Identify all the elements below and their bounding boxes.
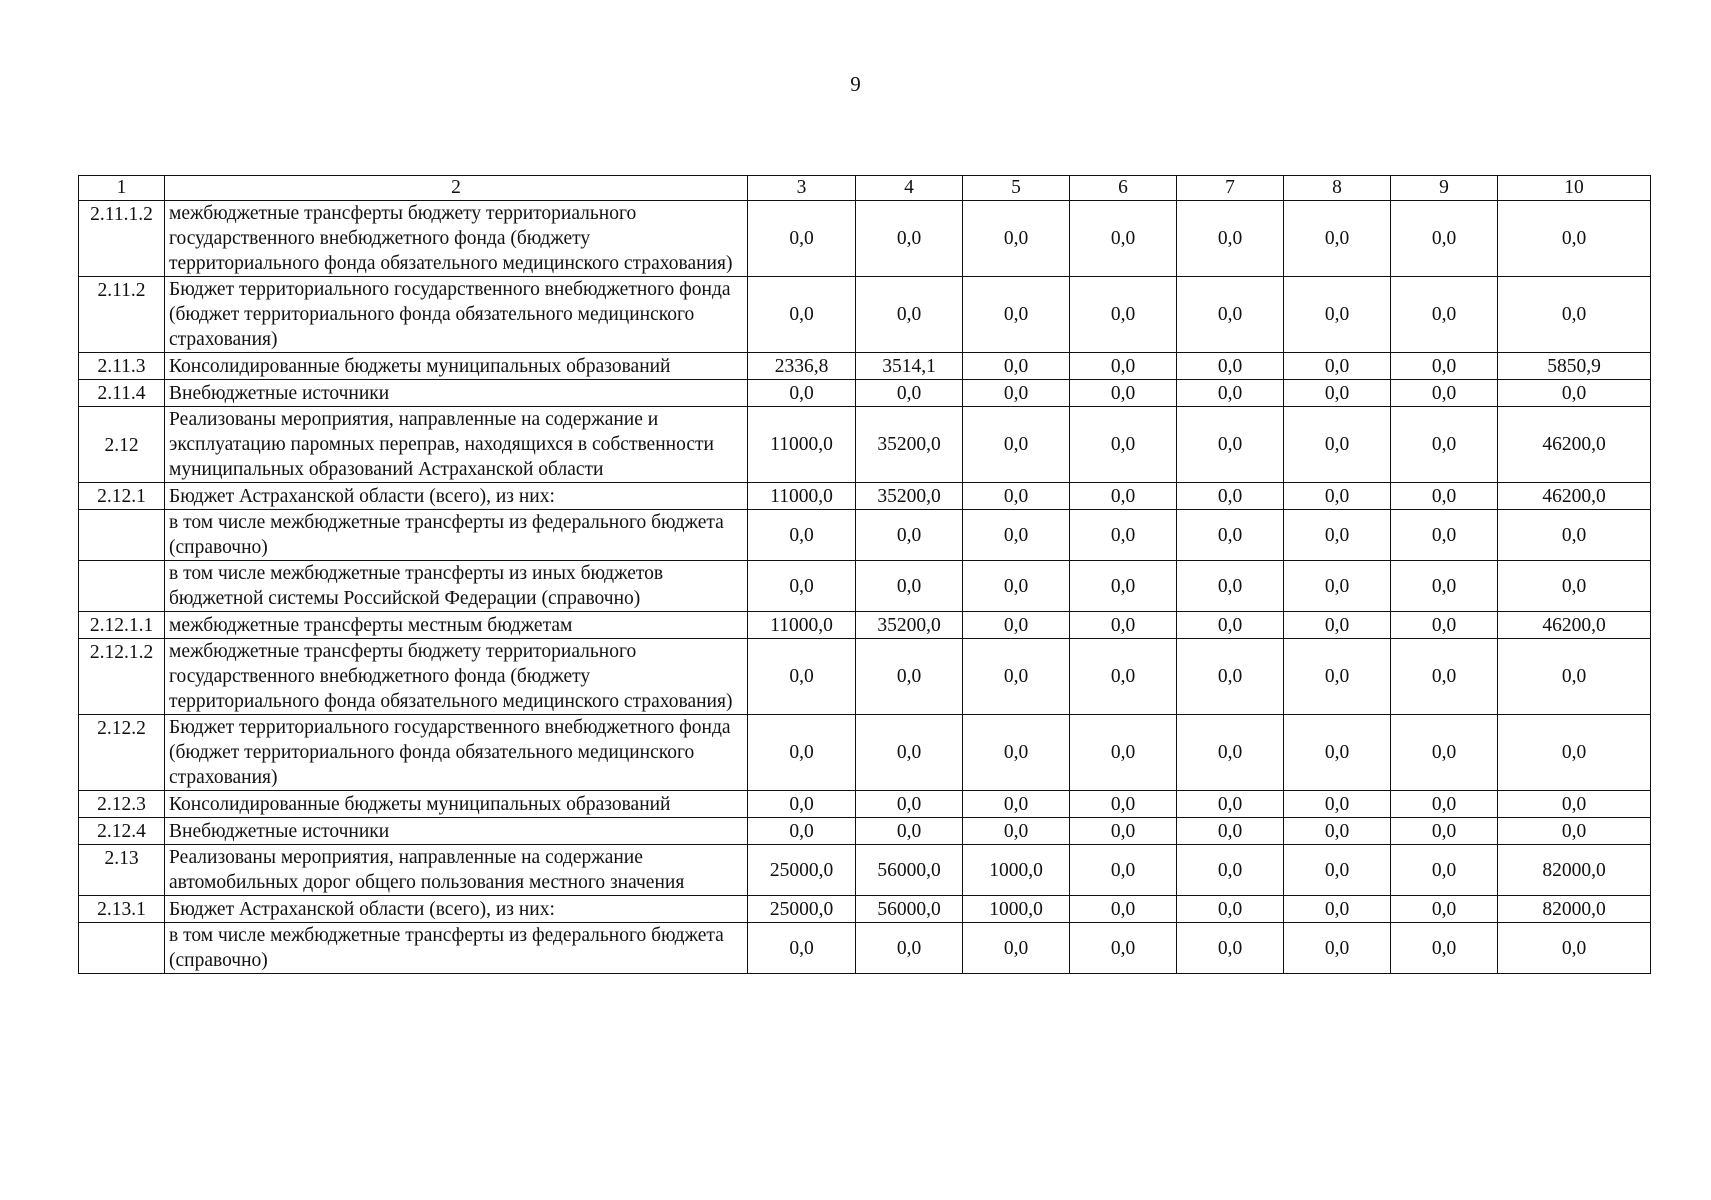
value-cell: 0,0 [748,715,856,791]
value-cell: 0,0 [963,612,1070,639]
table-row [79,277,1651,353]
row-code [79,923,165,974]
row-code: 2.12.3 [79,791,165,818]
value-cell: 0,0 [1177,510,1284,561]
value-cell: 0,0 [748,923,856,974]
value-cell: 0,0 [1070,353,1177,380]
value-cell: 0,0 [1284,380,1391,407]
value-cell: 0,0 [1498,715,1651,791]
value-cell: 0,0 [856,791,963,818]
value-cell: 0,0 [1177,380,1284,407]
table-row [79,923,1651,974]
row-code: 2.12.1 [79,483,165,510]
table-row [79,818,1651,845]
page-number: 9 [850,72,861,96]
row-name: Реализованы мероприятия, направленные на содержание и эксплуатацию паромных переправ, находящихся в собственности муниципальных образований Астраханской области [165,407,748,483]
value-cell: 0,0 [1498,380,1651,407]
row-code: 2.11.1.2 [79,201,165,277]
value-cell: 0,0 [1070,818,1177,845]
value-cell: 0,0 [1177,896,1284,923]
value-cell: 0,0 [1177,639,1284,715]
value-cell: 0,0 [748,818,856,845]
value-cell: 0,0 [963,715,1070,791]
value-cell: 0,0 [1284,818,1391,845]
row-code: 2.12 [79,407,165,483]
value-cell: 0,0 [1391,353,1498,380]
value-cell: 0,0 [1177,715,1284,791]
value-cell: 0,0 [1284,923,1391,974]
column-header: 5 [963,176,1070,201]
value-cell: 11000,0 [748,612,856,639]
row-name: межбюджетные трансферты бюджету территориального государственного внебюджетного фонда (бюджету территориального фонда обязательного медицинского страхования) [165,201,748,277]
row-name: Консолидированные бюджеты муниципальных образований [165,791,748,818]
value-cell: 0,0 [856,201,963,277]
column-header: 9 [1391,176,1498,201]
row-name: Внебюджетные источники [165,380,748,407]
value-cell: 0,0 [748,277,856,353]
value-cell: 0,0 [1391,612,1498,639]
value-cell: 0,0 [856,510,963,561]
value-cell: 0,0 [1391,639,1498,715]
row-code: 2.12.1.2 [79,639,165,715]
value-cell: 0,0 [856,715,963,791]
row-name: Бюджет территориального государственного внебюджетного фонда (бюджет территориального фонда обязательного медицинского страхования) [165,715,748,791]
row-code: 2.12.1.1 [79,612,165,639]
column-header: 10 [1498,176,1651,201]
table-row [79,612,1651,639]
value-cell: 0,0 [1070,561,1177,612]
value-cell: 0,0 [1498,277,1651,353]
value-cell: 0,0 [1070,407,1177,483]
value-cell: 0,0 [963,818,1070,845]
value-cell: 0,0 [1498,923,1651,974]
column-header: 8 [1284,176,1391,201]
value-cell: 0,0 [748,561,856,612]
value-cell: 0,0 [963,380,1070,407]
column-header: 4 [856,176,963,201]
value-cell: 5850,9 [1498,353,1651,380]
value-cell: 0,0 [1284,510,1391,561]
table-row [79,845,1651,896]
table-row [79,791,1651,818]
row-name: Консолидированные бюджеты муниципальных образований [165,353,748,380]
value-cell: 0,0 [1070,380,1177,407]
value-cell: 56000,0 [856,896,963,923]
value-cell: 35200,0 [856,612,963,639]
value-cell: 0,0 [1391,896,1498,923]
value-cell: 0,0 [1070,612,1177,639]
value-cell: 0,0 [856,639,963,715]
value-cell: 0,0 [963,277,1070,353]
value-cell: 0,0 [1070,277,1177,353]
value-cell: 0,0 [1391,845,1498,896]
value-cell: 0,0 [1177,845,1284,896]
value-cell: 0,0 [1177,353,1284,380]
value-cell: 0,0 [1177,277,1284,353]
table-row [79,715,1651,791]
value-cell: 0,0 [1391,510,1498,561]
value-cell: 0,0 [963,923,1070,974]
column-header: 1 [79,176,165,201]
value-cell: 0,0 [1284,639,1391,715]
value-cell: 0,0 [1498,201,1651,277]
value-cell: 0,0 [1177,923,1284,974]
value-cell: 82000,0 [1498,845,1651,896]
value-cell: 0,0 [1070,923,1177,974]
table-row [79,201,1651,277]
table-header-row [79,176,1651,201]
value-cell: 0,0 [963,483,1070,510]
column-header: 3 [748,176,856,201]
column-header: 7 [1177,176,1284,201]
value-cell: 0,0 [1070,896,1177,923]
row-code: 2.12.4 [79,818,165,845]
value-cell: 0,0 [1284,845,1391,896]
row-code: 2.11.2 [79,277,165,353]
value-cell: 0,0 [963,353,1070,380]
value-cell: 0,0 [1498,639,1651,715]
table-row [79,380,1651,407]
value-cell: 0,0 [1284,277,1391,353]
value-cell: 11000,0 [748,407,856,483]
row-name: Внебюджетные источники [165,818,748,845]
row-name: в том числе межбюджетные трансферты из федерального бюджета (справочно) [165,510,748,561]
value-cell: 25000,0 [748,896,856,923]
table-body [79,201,1651,974]
column-header: 2 [165,176,748,201]
value-cell: 0,0 [1070,510,1177,561]
value-cell: 0,0 [1284,407,1391,483]
row-name: межбюджетные трансферты местным бюджетам [165,612,748,639]
value-cell: 0,0 [1177,407,1284,483]
budget-table [78,175,1651,974]
value-cell: 0,0 [1177,561,1284,612]
row-name: Реализованы мероприятия, направленные на содержание автомобильных дорог общего пользования местного значения [165,845,748,896]
value-cell: 0,0 [963,791,1070,818]
value-cell: 0,0 [1177,612,1284,639]
table-row [79,561,1651,612]
value-cell: 0,0 [1498,818,1651,845]
value-cell: 0,0 [1391,923,1498,974]
row-name: Бюджет Астраханской области (всего), из них: [165,483,748,510]
value-cell: 0,0 [856,818,963,845]
value-cell: 0,0 [1284,483,1391,510]
value-cell: 0,0 [1070,483,1177,510]
value-cell: 0,0 [1070,791,1177,818]
table-row [79,407,1651,483]
value-cell: 1000,0 [963,845,1070,896]
value-cell: 0,0 [1284,201,1391,277]
table-row [79,639,1651,715]
value-cell: 0,0 [1391,561,1498,612]
value-cell: 0,0 [963,561,1070,612]
value-cell: 0,0 [1070,639,1177,715]
row-code [79,561,165,612]
value-cell: 35200,0 [856,407,963,483]
value-cell: 0,0 [748,201,856,277]
value-cell: 0,0 [1177,201,1284,277]
value-cell: 3514,1 [856,353,963,380]
value-cell: 35200,0 [856,483,963,510]
value-cell: 0,0 [1391,277,1498,353]
value-cell: 0,0 [1284,353,1391,380]
value-cell: 46200,0 [1498,612,1651,639]
table-row [79,353,1651,380]
row-code: 2.11.4 [79,380,165,407]
value-cell: 1000,0 [963,896,1070,923]
value-cell: 11000,0 [748,483,856,510]
value-cell: 0,0 [1070,845,1177,896]
row-code: 2.13.1 [79,896,165,923]
value-cell: 0,0 [1070,201,1177,277]
value-cell: 25000,0 [748,845,856,896]
value-cell: 0,0 [1177,791,1284,818]
value-cell: 0,0 [856,380,963,407]
row-code: 2.13 [79,845,165,896]
row-name: Бюджет территориального государственного внебюджетного фонда (бюджет территориального фонда обязательного медицинского страхования) [165,277,748,353]
row-name: межбюджетные трансферты бюджету территориального государственного внебюджетного фонда (бюджету территориального фонда обязательного медицинского страхования) [165,639,748,715]
value-cell: 0,0 [1070,715,1177,791]
table-row [79,510,1651,561]
value-cell: 46200,0 [1498,407,1651,483]
value-cell: 2336,8 [748,353,856,380]
table-row [79,483,1651,510]
row-code [79,510,165,561]
value-cell: 0,0 [1284,561,1391,612]
value-cell: 0,0 [748,380,856,407]
value-cell: 0,0 [1391,483,1498,510]
value-cell: 0,0 [1284,715,1391,791]
budget-table-container [78,175,1650,974]
value-cell: 0,0 [748,510,856,561]
value-cell: 0,0 [1498,561,1651,612]
value-cell: 0,0 [856,277,963,353]
value-cell: 0,0 [1391,791,1498,818]
column-header: 6 [1070,176,1177,201]
value-cell: 0,0 [963,510,1070,561]
row-name: в том числе межбюджетные трансферты из иных бюджетов бюджетной системы Российской Федерации (справочно) [165,561,748,612]
value-cell: 0,0 [963,407,1070,483]
value-cell: 0,0 [1284,896,1391,923]
value-cell: 0,0 [1391,201,1498,277]
value-cell: 0,0 [1498,791,1651,818]
value-cell: 0,0 [748,791,856,818]
value-cell: 0,0 [1391,818,1498,845]
row-code: 2.12.2 [79,715,165,791]
row-name: Бюджет Астраханской области (всего), из них: [165,896,748,923]
value-cell: 56000,0 [856,845,963,896]
value-cell: 0,0 [963,201,1070,277]
value-cell: 0,0 [1284,612,1391,639]
value-cell: 0,0 [1284,791,1391,818]
value-cell: 0,0 [856,923,963,974]
value-cell: 0,0 [963,639,1070,715]
row-code: 2.11.3 [79,353,165,380]
value-cell: 0,0 [856,561,963,612]
value-cell: 0,0 [1177,818,1284,845]
value-cell: 0,0 [1391,380,1498,407]
value-cell: 0,0 [1177,483,1284,510]
value-cell: 0,0 [748,639,856,715]
row-name: в том числе межбюджетные трансферты из федерального бюджета (справочно) [165,923,748,974]
value-cell: 82000,0 [1498,896,1651,923]
value-cell: 0,0 [1391,715,1498,791]
value-cell: 46200,0 [1498,483,1651,510]
table-row [79,896,1651,923]
value-cell: 0,0 [1391,407,1498,483]
value-cell: 0,0 [1498,510,1651,561]
